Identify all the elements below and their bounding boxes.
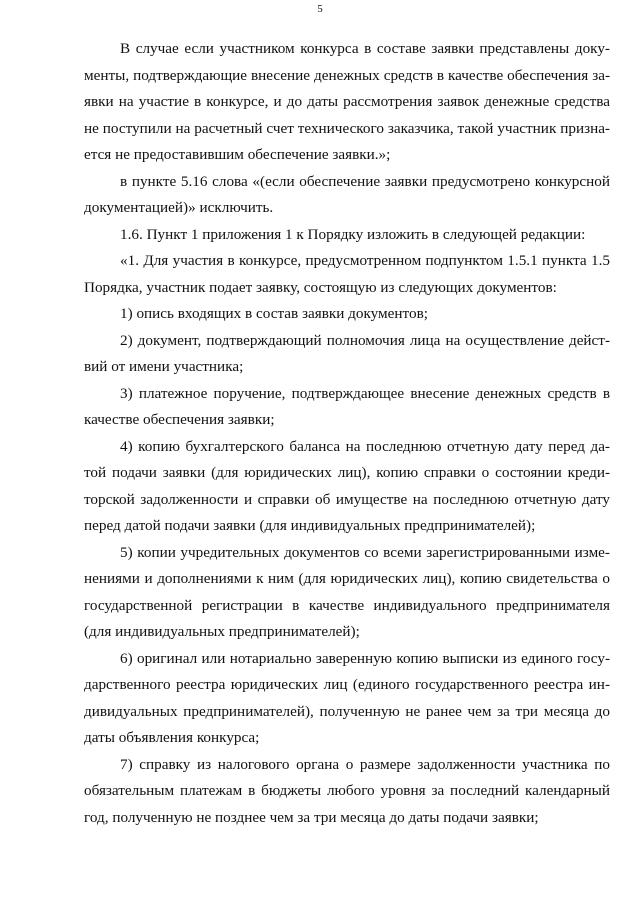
paragraph-line: менты, подтверждающие внесение денежных средств в качестве обеспечения за- <box>84 66 610 84</box>
paragraph-line: 2) документ, подтверждающий полномочия лица на осуществление дейст- <box>120 331 610 349</box>
paragraph <box>84 381 610 434</box>
paragraph-line: Порядка, участник подает заявку, состоящую из следующих документов: <box>84 278 557 296</box>
paragraph <box>84 434 610 540</box>
paragraph-line: В случае если участником конкурса в составе заявки представлены доку- <box>120 40 610 57</box>
paragraph-line: не поступили на расчетный счет технического заказчика, такой участник призна- <box>84 119 610 137</box>
paragraph-line: государственной регистрации в качестве индивидуального предпринимателя <box>84 596 610 614</box>
paragraph <box>84 540 610 646</box>
paragraph-line: обязательным платежам в бюджеты любого уровня за последний календарный <box>84 782 610 799</box>
paragraph <box>84 752 610 832</box>
paragraph <box>84 169 610 222</box>
paragraph <box>84 646 610 752</box>
paragraph-line: той подачи заявки (для юридических лиц), копию справки о состоянии креди- <box>84 464 610 481</box>
paragraph-line: нениями и дополнениями к ним (для юридических лиц), копию свидетельства о <box>84 570 610 587</box>
paragraph <box>84 248 610 301</box>
paragraph <box>84 222 610 249</box>
paragraph-line: год, полученную не позднее чем за три месяца до даты подачи заявки; <box>84 808 539 826</box>
paragraph-line: в пункте 5.16 слова «(если обеспечение заявки предусмотрено конкурсной <box>120 172 610 190</box>
paragraph-line: «1. Для участия в конкурсе, предусмотренном подпунктом 1.5.1 пункта 1.5 <box>120 252 610 269</box>
paragraph-line: документацией)» исключить. <box>84 199 274 216</box>
paragraph-line: 1) опись входящих в состав заявки документов; <box>120 305 428 322</box>
paragraph-line: 6) оригинал или нотариально заверенную копию выписки из единого госу- <box>120 649 610 667</box>
paragraph <box>84 328 610 381</box>
paragraph-line: явки на участие в конкурсе, и до даты рассмотрения заявок денежные средства <box>84 93 610 110</box>
paragraph-line: 4) копию бухгалтерского баланса на последнюю отчетную дату перед да- <box>120 437 610 455</box>
paragraph-line: торской задолженности и справки об имуществе на последнюю отчетную дату <box>84 490 610 508</box>
paragraph-line: 5) копии учредительных документов со всеми зарегистрированными изме- <box>120 543 610 561</box>
paragraph <box>84 301 610 328</box>
paragraph-line: 1.6. Пункт 1 приложения 1 к Порядку изложить в следующей редакции: <box>120 225 586 243</box>
paragraph-line: даты объявления конкурса; <box>84 729 260 746</box>
paragraph-line: (для индивидуальных предпринимателей); <box>84 623 360 640</box>
paragraph-line: дивидуальных предпринимателей), полученную не ранее чем за три месяца до <box>84 702 610 720</box>
document-body <box>84 36 610 831</box>
paragraph-line: 7) справку из налогового органа о размере задолженности участника по <box>120 755 610 773</box>
paragraph-line: качестве обеспечения заявки; <box>84 411 275 428</box>
paragraph-line: 3) платежное поручение, подтверждающее внесение денежных средств в <box>120 384 610 402</box>
paragraph-line: вий от имени участника; <box>84 358 244 375</box>
paragraph <box>84 36 610 169</box>
paragraph-line: перед датой подачи заявки (для индивидуальных предпринимателей); <box>84 517 536 534</box>
paragraph-line: ется не предоставившим обеспечение заявки.»; <box>84 146 391 163</box>
page-number: 5 <box>317 3 323 15</box>
paragraph-line: дарственного реестра юридических лиц (единого государственного реестра ин- <box>84 676 610 693</box>
